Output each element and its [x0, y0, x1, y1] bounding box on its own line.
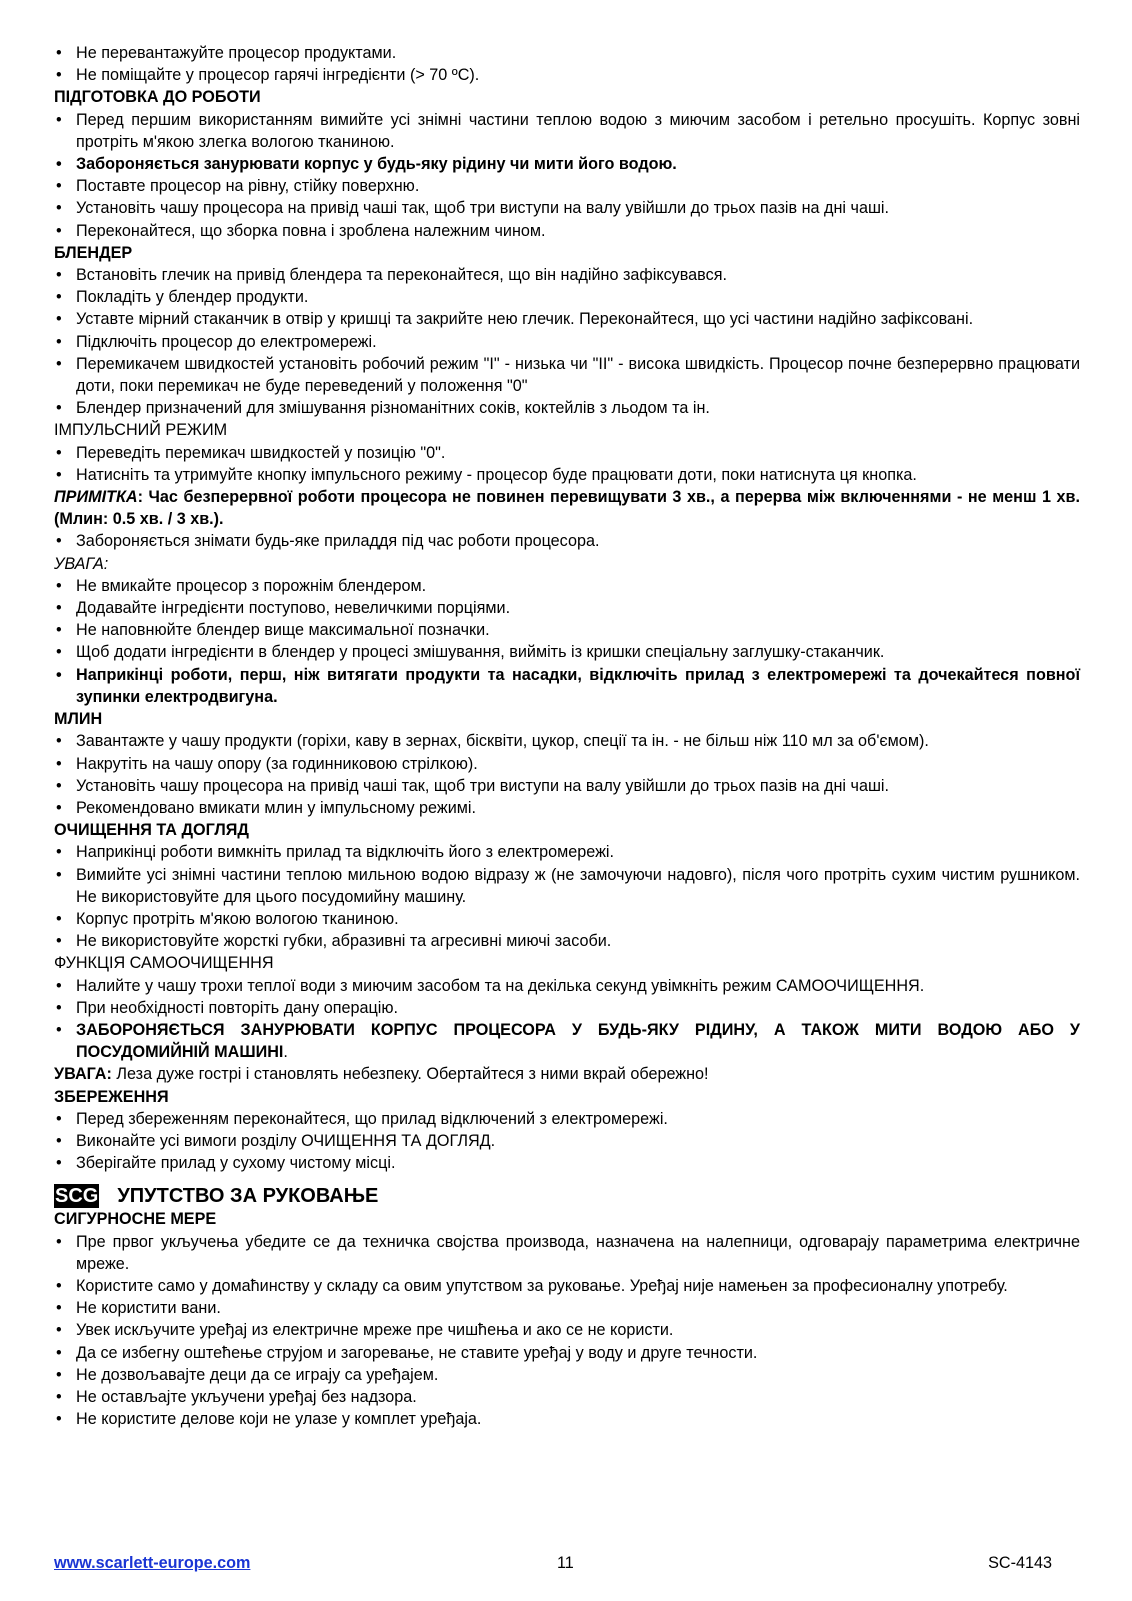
list-item: • Користите само у домаћинству у складу са овим упутством за руковање. Уређај није намењен за професионалну употребу. [54, 1275, 1080, 1297]
list-item: • Завантажте у чашу продукти (горіхи, каву в зернах, бісквіти, цукор, спеції та ін. - не більш ніж 110 мл за об'ємом). [54, 730, 1080, 752]
list-item: • Накрутіть на чашу опору (за годинниковою стрілкою). [54, 753, 1080, 775]
section-heading: МЛИН [54, 710, 103, 729]
list-item: • Не користите делове који не улазе у комплет уређаја. [54, 1408, 1080, 1430]
list-item: • Не використовуйте жорсткі губки, абразивні та агресивні миючі засоби. [54, 930, 1080, 952]
list-item: • Забороняється знімати будь-яке приладдя під час роботи процесора. [54, 530, 1080, 552]
section-heading: ЗБЕРЕЖЕННЯ [54, 1087, 169, 1106]
trailing-punctuation: . [283, 1043, 288, 1062]
language-badge: SCG [55, 1185, 99, 1208]
list-item: • Налийте у чашу трохи теплої води з миючим засобом та на декілька секунд увімкніть режим САМООЧИЩЕННЯ. [54, 975, 1080, 997]
list-item: • Не поміщайте у процесор гарячі інгредієнти (> 70 ºC). [54, 64, 1080, 86]
warning-list-item: • Забороняється занурювати корпус у будь-яку рідину чи мити його водою. [54, 153, 1080, 175]
list-item: • Поставте процесор на рівну, стійку поверхню. [54, 175, 1080, 197]
list-item: • Не вмикайте процесор з порожнім блендером. [54, 575, 1080, 597]
section-heading: ПІДГОТОВКА ДО РОБОТИ [54, 88, 261, 107]
list-item: • Уставте мірний стаканчик в отвір у кришці та закрийте нею глечик. Переконайтеся, що усі частини надійно зафіксовані. [54, 308, 1080, 330]
caution-paragraph [54, 1063, 1080, 1085]
list-item: • Виконайте усі вимоги розділу ОЧИЩЕННЯ ТА ДОГЛЯД. [54, 1130, 1080, 1152]
list-item: • Рекомендовано вмикати млин у імпульсному режимі. [54, 797, 1080, 819]
page-number: 11 [557, 1554, 574, 1572]
model-number: SC-4143 [988, 1554, 1052, 1572]
list-item: • Не перевантажуйте процесор продуктами. [54, 42, 1080, 64]
list-item: • Покладіть у блендер продукти. [54, 286, 1080, 308]
list-item: • Установіть чашу процесора на привід чаші так, щоб три виступи на валу увійшли до трьох пазів на дні чаші. [54, 197, 1080, 219]
list-item: • Наприкінці роботи вимкніть прилад та відключіть його з електромережі. [54, 841, 1080, 863]
list-item: • Да се избегну оштећење струјом и загоревање, не ставите уређај у воду и друге течности. [54, 1342, 1080, 1364]
list-item: • Не наповнюйте блендер вище максимальної позначки. [54, 619, 1080, 641]
note-label: ПРИМІТКА [54, 488, 138, 507]
subsection-heading: ФУНКЦІЯ САМООЧИЩЕННЯ [54, 954, 274, 973]
list-item: • Встановіть глечик на привід блендера та переконайтеся, що він надійно зафіксувався. [54, 264, 1080, 286]
section-heading: БЛЕНДЕР [54, 243, 133, 262]
warning-list-item: • Наприкінці роботи, перш, ніж витягати продукти та насадки, відключіть прилад з електромережі та дочекайтеся повної зупинки електродвигуна. [54, 664, 1080, 708]
list-item: • Вимийте усі знімні частини теплою мильною водою відразу ж (не замочуючи надовго), після чого протріть сухим чистим рушником. Не використовуйте для цього посудомийну машину. [54, 864, 1080, 908]
list-item: • Переконайтеся, що зборка повна і зроблена належним чином. [54, 220, 1080, 242]
list-item: • Корпус протріть м'якою вологою тканиною. [54, 908, 1080, 930]
list-item: • Блендер призначений для змішування різноманітних соків, коктейлів з льодом та ін. [54, 397, 1080, 419]
section-title-text: УПУТСТВО ЗА РУКОВАЊЕ [117, 1185, 379, 1208]
caution-text: Леза дуже гострі і становлять небезпеку. Обертайтеся з ними вкрай обережно! [111, 1065, 709, 1084]
list-item: • Увек искључите уређај из електричне мреже пре чишћења и ако се не користи. [54, 1319, 1080, 1341]
language-section-title [54, 1184, 1080, 1208]
list-item: • Перед збереженням переконайтеся, що прилад відключений з електромережі. [54, 1108, 1080, 1130]
list-item: • Не остављајте укључени уређај без надзора. [54, 1386, 1080, 1408]
list-item: • Щоб додати інгредієнти в блендер у процесі змішування, вийміть із кришки спеціальну заглушку-стаканчик. [54, 641, 1080, 663]
website-link[interactable]: www.scarlett-europe.com [54, 1554, 251, 1572]
list-item: • Додавайте інгредієнти поступово, невеличкими порціями. [54, 597, 1080, 619]
caution-label: УВАГА: [54, 554, 109, 573]
list-item: • Перед першим використанням вимийте усі знімні частини теплою водою з миючим засобом і ретельно просушіть. Корпус зовні протріть м'якою злегка вологою тканиною. [54, 109, 1080, 153]
note-text: : Час безперервної роботи процесора не повинен перевищувати 3 хв., а перерва між включеннями - не менш 1 хв. (Млин: 0.5 хв. / 3 хв.). [54, 488, 1080, 529]
warning-text: ЗАБОРОНЯЄТЬСЯ ЗАНУРЮВАТИ КОРПУС ПРОЦЕСОРА У БУДЬ-ЯКУ РІДИНУ, А ТАКОЖ МИТИ ВОДОЮ АБО У ПОСУДОМИЙНІЙ МАШИНІ [76, 1020, 1080, 1062]
list-item: • Переведіть перемикач швидкостей у позицію "0". [54, 442, 1080, 464]
page-footer [54, 1552, 1080, 1574]
list-item: • Пре првог укључења убедите се да техничка својства производа, назначена на налепници, одговарају параметрима електричне мреже. [54, 1231, 1080, 1275]
subsection-heading: ІМПУЛЬСНИЙ РЕЖИМ [54, 421, 228, 440]
list-item: • Перемикачем швидкостей установіть робочий режим "I" - низька чи "II" - висока швидкість. Процесор почне безперервно працювати доти, поки перемикач не буде переведений у положення "0" [54, 353, 1080, 397]
warning-list-item [54, 1019, 1080, 1063]
note-paragraph [54, 486, 1080, 530]
list-item: • Не користити вани. [54, 1297, 1080, 1319]
section-heading: СИГУРНОСНЕ МЕРЕ [54, 1210, 217, 1229]
list-item: • При необхідності повторіть дану операцію. [54, 997, 1080, 1019]
list-item: • Зберігайте прилад у сухому чистому місці. [54, 1152, 1080, 1174]
caution-label: УВАГА: [54, 1065, 112, 1084]
list-item: • Не дозвољавајте деци да се играју са уређајем. [54, 1364, 1080, 1386]
document-body [54, 42, 1080, 1430]
list-item: • Натисніть та утримуйте кнопку імпульсного режиму - процесор буде працювати доти, поки натиснута ця кнопка. [54, 464, 1080, 486]
list-item: • Установіть чашу процесора на привід чаші так, щоб три виступи на валу увійшли до трьох пазів на дні чаші. [54, 775, 1080, 797]
list-item: • Підключіть процесор до електромережі. [54, 331, 1080, 353]
section-heading: ОЧИЩЕННЯ ТА ДОГЛЯД [54, 821, 249, 840]
